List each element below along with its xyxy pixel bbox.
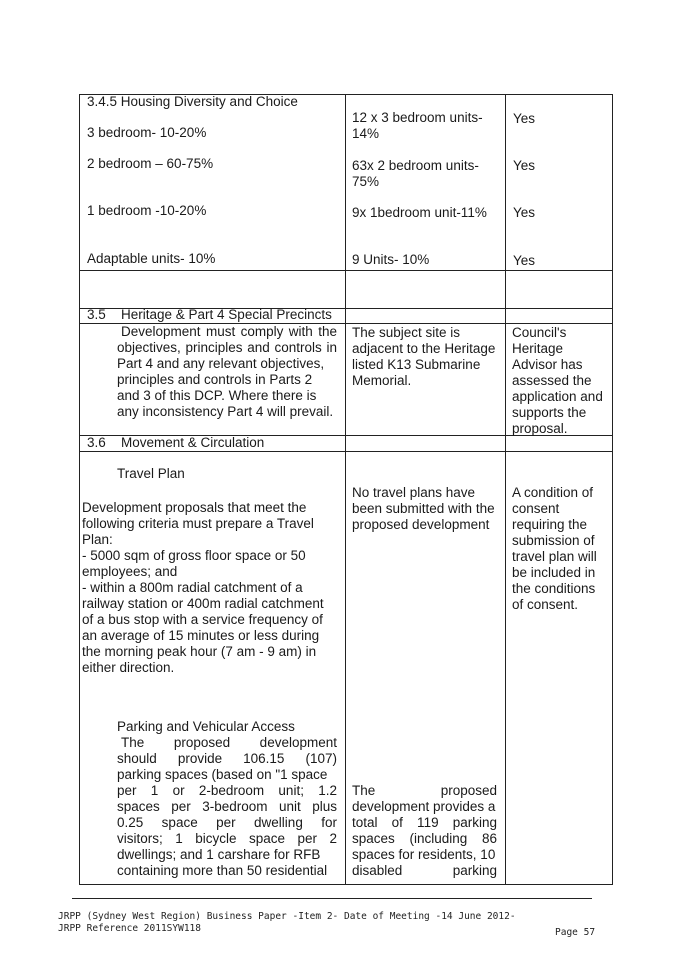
housing-proposal-2bed-line1: 63x 2 bedroom units- (352, 158, 479, 173)
footer-reference-line: JRPP Reference 2011SYW118 (58, 923, 201, 934)
travel-plan-requirement-line: Development proposals that meet the (82, 500, 307, 515)
movement-title: Movement & Circulation (121, 435, 265, 450)
heritage-compliance-line: Council's (512, 325, 567, 340)
parking-requirement-line: containing more than 50 residential (117, 863, 328, 878)
travel-plan-compliance-line: travel plan will (512, 549, 597, 564)
parking-requirement-line: should provide 106.15 (107) (117, 751, 337, 766)
parking-proposal-line: The proposed (352, 783, 497, 798)
heritage-requirement-line: Development must comply with the (121, 324, 337, 339)
housing-heading: 3.4.5 Housing Diversity and Choice (87, 94, 298, 109)
travel-plan-proposal-line: been submitted with the (352, 501, 495, 516)
heritage-compliance-line: Advisor has (512, 357, 583, 372)
parking-heading: Parking and Vehicular Access (117, 719, 295, 734)
travel-plan-compliance-line: be included in (512, 565, 596, 580)
parking-requirement-line: parking spaces (based on "1 space (117, 767, 328, 782)
housing-proposal-adaptable: 9 Units- 10% (352, 252, 430, 267)
parking-requirement-line: 0.25 space per dwelling for (117, 815, 337, 830)
travel-plan-requirement-line: railway station or 400m radial catchment (82, 596, 324, 611)
travel-plan-proposal-line: No travel plans have (352, 485, 476, 500)
parking-requirement-line: spaces per 3-bedroom unit plus (117, 799, 337, 814)
table-column-divider-2 (505, 94, 506, 884)
heritage-title: Heritage & Part 4 Special Precincts (121, 307, 332, 322)
parking-requirement-line: The proposed development (121, 735, 337, 750)
heritage-requirement-line: Part 4 and any relevant objectives, (117, 356, 325, 371)
housing-compliance-1bed: Yes (513, 205, 536, 220)
housing-proposal-3bed-line2: 14% (352, 126, 380, 141)
footer-rule (72, 898, 592, 899)
parking-proposal-line: development provides a (352, 799, 496, 814)
travel-plan-proposal-line: proposed development (352, 517, 490, 532)
housing-compliance-2bed: Yes (513, 158, 536, 173)
table-outer-right-border (612, 94, 613, 884)
parking-proposal-line: spaces for residents, 10 (352, 847, 496, 862)
parking-proposal-line: disabled parking (352, 863, 497, 878)
heritage-requirement-line: principles and controls in Parts 2 (117, 372, 313, 387)
heritage-requirement-line: and 3 of this DCP. Where there is (117, 388, 317, 403)
housing-compliance-adaptable: Yes (513, 253, 536, 268)
travel-plan-requirement-line: following criteria must prepare a Travel (82, 516, 314, 531)
heritage-compliance-line: supports the (512, 405, 587, 420)
travel-plan-requirement-line: Plan: (82, 532, 113, 547)
travel-plan-compliance-line: submission of (512, 533, 595, 548)
table-column-divider-1 (345, 94, 346, 884)
travel-plan-requirement-line: of a bus stop with a service frequency of (82, 612, 323, 627)
heritage-compliance-line: application and (512, 389, 603, 404)
travel-plan-requirement-line: - 5000 sqm of gross floor space or 50 (82, 548, 306, 563)
parking-requirement-line: visitors; 1 bicycle space per 2 (117, 831, 337, 846)
parking-proposal-line: total of 119 parking (352, 815, 497, 830)
housing-proposal-3bed-line1: 12 x 3 bedroom units- (352, 110, 483, 125)
housing-proposal-2bed-line2: 75% (352, 174, 380, 189)
travel-plan-compliance-line: the conditions (512, 581, 596, 596)
page-number: Page 57 (555, 927, 596, 938)
heritage-proposal-line: listed K13 Submarine (352, 357, 481, 372)
travel-plan-compliance-line: consent (512, 501, 560, 516)
movement-number: 3.6 (87, 435, 106, 450)
travel-plan-heading: Travel Plan (117, 466, 185, 481)
heritage-compliance-line: assessed the (512, 373, 592, 388)
housing-requirement-adaptable: Adaptable units- 10% (87, 251, 216, 266)
travel-plan-compliance-line: A condition of (512, 485, 594, 500)
housing-compliance-3bed: Yes (513, 111, 536, 126)
parking-proposal-line: spaces (including 86 (352, 831, 497, 846)
footer-meeting-line: JRPP (Sydney West Region) Business Paper -Item 2- Date of Meeting -14 June 2012- (58, 911, 516, 922)
parking-requirement-line: dwellings; and 1 carshare for RFB (117, 847, 321, 862)
table-outer-left-border (79, 94, 80, 884)
travel-plan-requirement-line: an average of 15 minutes or less during (82, 628, 320, 643)
heritage-compliance-line: proposal. (512, 421, 568, 436)
heritage-compliance-line: Heritage (512, 341, 564, 356)
heritage-proposal-line: The subject site is (352, 325, 461, 340)
table-bottom-border (79, 884, 613, 885)
travel-plan-requirement-line: - within a 800m radial catchment of a (82, 580, 303, 595)
travel-plan-compliance-line: of consent. (512, 597, 579, 612)
housing-proposal-1bed: 9x 1bedroom unit-11% (352, 205, 487, 220)
travel-plan-requirement-line: employees; and (82, 564, 178, 579)
table-rule-movement-heading (79, 451, 613, 452)
heritage-proposal-line: Memorial. (352, 373, 412, 388)
heritage-proposal-line: adjacent to the Heritage (352, 341, 496, 356)
heritage-requirement-line: any inconsistency Part 4 will prevail. (117, 404, 334, 419)
table-rule-after-housing (79, 270, 613, 271)
heritage-number: 3.5 (87, 307, 106, 322)
heritage-requirement-line: objectives, principles and controls in (117, 340, 337, 355)
housing-requirement-3bed: 3 bedroom- 10-20% (87, 125, 207, 140)
parking-requirement-line: per 1 or 2-bedroom unit; 1.2 (117, 783, 337, 798)
housing-requirement-2bed: 2 bedroom – 60-75% (87, 156, 214, 171)
travel-plan-requirement-line: the morning peak hour (7 am - 9 am) in (82, 644, 317, 659)
travel-plan-requirement-line: either direction. (82, 660, 175, 675)
housing-requirement-1bed: 1 bedroom -10-20% (87, 203, 207, 218)
travel-plan-compliance-line: requiring the (512, 517, 588, 532)
